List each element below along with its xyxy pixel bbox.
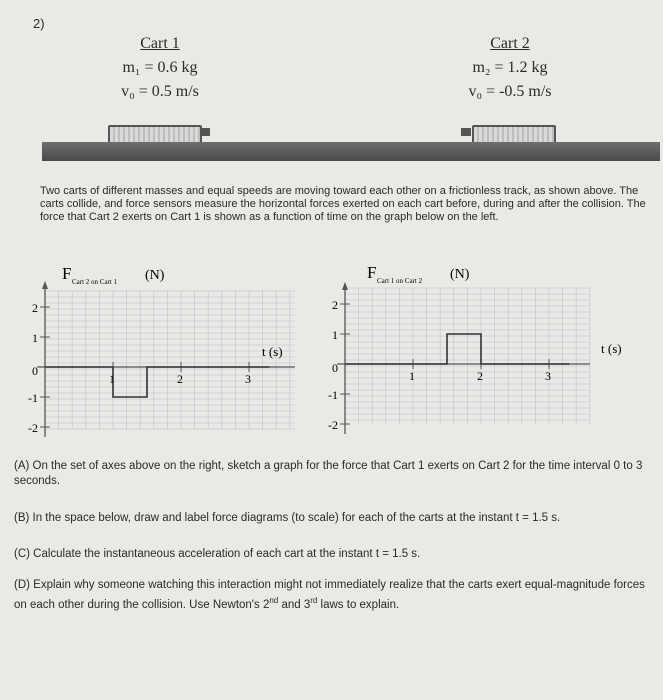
graph-left-x-tick-label: 3 <box>245 372 251 386</box>
graph-right-force-symbol: F <box>367 263 377 282</box>
graph-right-force-unit: (N) <box>450 267 470 282</box>
graph-right-x-tick-label: 1 <box>409 369 415 383</box>
graph-right-x-tick-label: 3 <box>545 369 551 383</box>
cart1-mass: m₁ = 0.6 kg <box>122 59 198 76</box>
graph-left-y-arrow <box>42 281 48 289</box>
graph-right-y-tick-label: -1 <box>328 388 338 402</box>
graph-right-y-arrow <box>342 282 348 290</box>
cart2-velocity: v₀ = -0.5 m/s <box>468 83 552 100</box>
cart2-mass: m₂ = 1.2 kg <box>472 59 548 76</box>
graph-left-y-tick-label: 0 <box>32 364 38 378</box>
graph-left-time-label: t (s) <box>262 344 283 359</box>
question-a: (A) On the set of axes above on the right, sketch a graph for the force that Cart 1 exerts on Cart 2 for the time interval 0 to 3 seconds. <box>14 460 643 487</box>
frictionless-track <box>42 142 660 161</box>
graph-right-force-subscript: Cart 1 on Cart 2 <box>377 277 423 285</box>
graph-right-y-tick-label: 2 <box>332 298 338 312</box>
question-d-part2: and 3 <box>278 598 311 611</box>
graph-left-x-tick-label: 2 <box>177 372 183 386</box>
graph-left-force-unit: (N) <box>145 268 165 283</box>
force-graph-left <box>20 255 320 455</box>
cart1-info <box>95 32 225 104</box>
graph-right-x-tick-label: 2 <box>477 369 483 383</box>
problem-description: Two carts of different masses and equal speeds are moving toward each other on a frictionless track, as shown above. The carts collide, and force sensors measure the horizontal forces exerted on each cart before, during and after the collision. The force that Cart 2 exerts on Cart 1 is shown as a function of time on the graph below on the left. <box>40 185 646 223</box>
question-d-part3: laws to explain. <box>317 598 400 611</box>
question-d-sup2: rd <box>310 596 318 605</box>
question-c: (C) Calculate the instantaneous acceleration of each cart at the instant t = 1.5 s. <box>14 548 421 560</box>
graph-left-force-subscript: Cart 2 on Cart 1 <box>72 278 118 286</box>
question-b: (B) In the space below, draw and label force diagrams (to scale) for each of the carts at the instant t = 1.5 s. <box>14 512 561 524</box>
cart1-velocity: v₀ = 0.5 m/s <box>121 83 199 100</box>
graph-right-time-label: t (s) <box>601 341 622 356</box>
question-d-part1: (D) Explain why someone watching this interaction might not immediately realize that the carts exert equal-magnitude forces on each other during the collision. Use Newton's 2 <box>14 579 645 611</box>
graph-left-y-tick-label: -1 <box>28 391 38 405</box>
graph-left-x-tick-label: 1 <box>109 372 115 386</box>
cart2-bumper <box>461 128 471 136</box>
graph-left-y-tick-label: 2 <box>32 301 38 315</box>
problem-number: 2) <box>33 16 45 31</box>
graph-left-y-tick-label: 1 <box>32 331 38 345</box>
graph-left-y-tick-label: -2 <box>28 421 38 435</box>
question-d <box>14 578 659 613</box>
graph-right-y-tick-label: 0 <box>332 361 338 375</box>
graph-left-force-symbol: F <box>62 264 72 283</box>
graph-right-y-tick-label: -2 <box>328 418 338 432</box>
cart1-bumper <box>200 128 210 136</box>
graph-right-y-tick-label: 1 <box>332 328 338 342</box>
graph-right-grid <box>345 288 590 424</box>
graph-left-grid <box>45 291 295 429</box>
cart2-info <box>440 32 580 104</box>
force-graph-right <box>325 258 655 458</box>
cart2-title: Cart 2 <box>490 35 530 52</box>
cart1-title: Cart 1 <box>140 35 180 52</box>
question-d-sup1: nd <box>269 596 279 605</box>
